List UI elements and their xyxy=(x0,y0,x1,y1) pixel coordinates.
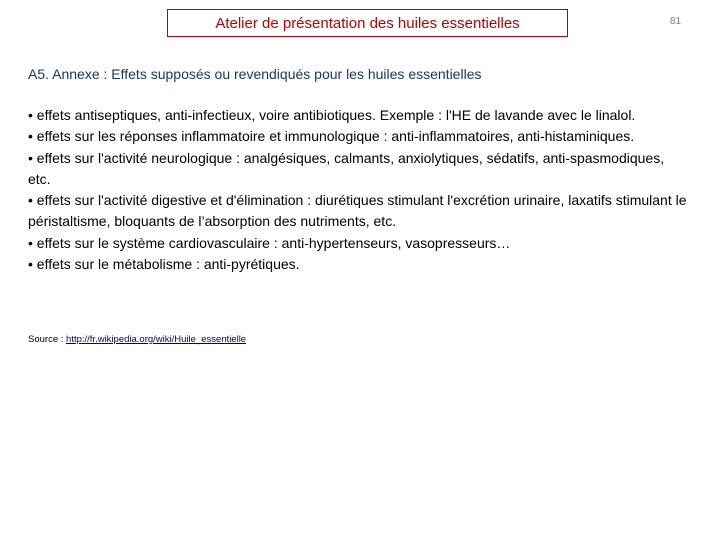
list-item: • effets sur l'activité digestive et d'élimination : diurétiques stimulant l'excrétion urinaire, laxatifs stimulant le péristaltisme, bloquants de l’absorption des nutriments, etc. xyxy=(28,192,687,230)
source-link[interactable]: http://fr.wikipedia.org/wiki/Huile_essentielle xyxy=(66,334,247,345)
page-number: 81 xyxy=(670,16,682,27)
list-item: • effets sur l'activité neurologique : analgésiques, calmants, anxiolytiques, sédatifs, anti-spasmodiques, etc. xyxy=(28,149,665,187)
section-heading: A5. Annexe : Effets supposés ou revendiqués pour les huiles essentielles xyxy=(28,66,482,82)
slide-title: Atelier de présentation des huiles essentielles xyxy=(215,14,520,32)
source-label: Source : xyxy=(28,334,67,345)
list-item: • effets sur le système cardiovasculaire : anti-hypertenseurs, vasopresseurs… xyxy=(28,234,511,251)
source-citation xyxy=(28,334,246,345)
list-item: • effets sur le métabolisme : anti-pyrétiques. xyxy=(28,256,300,273)
slide-title-box xyxy=(167,9,568,37)
list-item: • effets antiseptiques, anti-infectieux, voire antibiotiques. Exemple : l'HE de lavande avec le linalol. xyxy=(28,107,636,123)
list-item: • effets sur les réponses inflammatoire et immunologique : anti-inflammatoires, anti-histaminiques. xyxy=(28,128,635,145)
effects-list xyxy=(28,105,688,275)
